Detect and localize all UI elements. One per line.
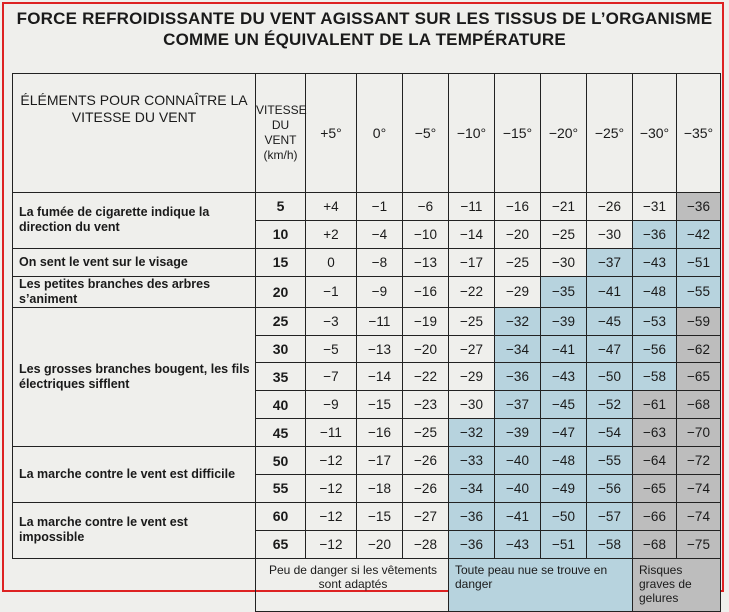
temperature-equivalent-cell: −29	[449, 363, 495, 391]
temperature-equivalent-cell: +4	[306, 193, 357, 221]
temperature-equivalent-cell: −22	[403, 363, 449, 391]
temperature-equivalent-cell: −9	[357, 276, 403, 307]
temperature-header: 0°	[357, 74, 403, 193]
wind-chill-table	[12, 73, 721, 612]
legend-freeze: Toute peau nue se trouve en danger	[449, 558, 633, 611]
wind-speed-cell: 25	[256, 307, 306, 335]
temperature-equivalent-cell: −50	[541, 502, 587, 530]
temperature-equivalent-cell: −12	[306, 530, 357, 558]
wind-speed-cell: 10	[256, 220, 306, 248]
temperature-equivalent-cell: −20	[403, 335, 449, 363]
temperature-equivalent-cell: −25	[495, 248, 541, 276]
temperature-equivalent-cell: −12	[306, 502, 357, 530]
wind-indicator-label: On sent le vent sur le visage	[13, 248, 256, 276]
legend-row	[13, 558, 721, 611]
temperature-equivalent-cell: −42	[677, 220, 721, 248]
temperature-equivalent-cell: −3	[306, 307, 357, 335]
wind-speed-cell: 15	[256, 248, 306, 276]
temperature-equivalent-cell: −1	[306, 276, 357, 307]
temperature-equivalent-cell: −17	[357, 447, 403, 475]
temperature-equivalent-cell: −32	[495, 307, 541, 335]
temperature-equivalent-cell: −41	[495, 502, 541, 530]
temperature-equivalent-cell: −11	[306, 419, 357, 447]
page-title	[0, 8, 729, 50]
temperature-equivalent-cell: −17	[449, 248, 495, 276]
temperature-equivalent-cell: −25	[541, 220, 587, 248]
temperature-equivalent-cell: −54	[587, 419, 633, 447]
wind-indicator-label: Les petites branches des arbres s’animent	[13, 276, 256, 307]
temperature-equivalent-cell: −37	[495, 391, 541, 419]
temperature-equivalent-cell: −47	[541, 419, 587, 447]
temperature-equivalent-cell: −11	[449, 193, 495, 221]
temperature-equivalent-cell: −47	[587, 335, 633, 363]
temperature-header: −10°	[449, 74, 495, 193]
temperature-equivalent-cell: −6	[403, 193, 449, 221]
temperature-equivalent-cell: −36	[449, 502, 495, 530]
temperature-equivalent-cell: −43	[541, 363, 587, 391]
table-row	[13, 248, 721, 276]
table-body	[13, 193, 721, 559]
wind-speed-cell: 45	[256, 419, 306, 447]
temperature-equivalent-cell: −16	[403, 276, 449, 307]
temperature-equivalent-cell: −56	[587, 475, 633, 503]
wind-speed-cell: 55	[256, 475, 306, 503]
temperature-equivalent-cell: −19	[403, 307, 449, 335]
temperature-equivalent-cell: +2	[306, 220, 357, 248]
temperature-equivalent-cell: −23	[403, 391, 449, 419]
temperature-header: −35°	[677, 74, 721, 193]
temperature-equivalent-cell: −30	[541, 248, 587, 276]
temperature-equivalent-cell: −36	[633, 220, 677, 248]
wind-speed-cell: 20	[256, 276, 306, 307]
temperature-equivalent-cell: −26	[403, 447, 449, 475]
temperature-equivalent-cell: −68	[677, 391, 721, 419]
temperature-equivalent-cell: −4	[357, 220, 403, 248]
temperature-equivalent-cell: −25	[449, 307, 495, 335]
temperature-equivalent-cell: −11	[357, 307, 403, 335]
temperature-equivalent-cell: −59	[677, 307, 721, 335]
temperature-equivalent-cell: −53	[633, 307, 677, 335]
temperature-equivalent-cell: −39	[495, 419, 541, 447]
temperature-equivalent-cell: −21	[541, 193, 587, 221]
temperature-equivalent-cell: −41	[587, 276, 633, 307]
temperature-equivalent-cell: −36	[449, 530, 495, 558]
temperature-equivalent-cell: −45	[587, 307, 633, 335]
temperature-equivalent-cell: −9	[306, 391, 357, 419]
temperature-equivalent-cell: −18	[357, 475, 403, 503]
wind-speed-cell: 60	[256, 502, 306, 530]
temperature-equivalent-cell: −31	[633, 193, 677, 221]
title-line-2: COMME UN ÉQUIVALENT DE LA TEMPÉRATURE	[163, 30, 566, 49]
temperature-equivalent-cell: −57	[587, 502, 633, 530]
temperature-equivalent-cell: −48	[633, 276, 677, 307]
temperature-equivalent-cell: −1	[357, 193, 403, 221]
temperature-equivalent-cell: −8	[357, 248, 403, 276]
wind-indicator-label: Les grosses branches bougent, les fils électriques sifflent	[13, 307, 256, 446]
temperature-equivalent-cell: −25	[403, 419, 449, 447]
temperature-equivalent-cell: −66	[633, 502, 677, 530]
wind-indicator-label: La marche contre le vent est difficile	[13, 447, 256, 503]
temperature-equivalent-cell: −70	[677, 419, 721, 447]
temperature-equivalent-cell: −29	[495, 276, 541, 307]
temperature-equivalent-cell: −12	[306, 475, 357, 503]
temperature-equivalent-cell: −72	[677, 447, 721, 475]
temperature-equivalent-cell: −26	[587, 193, 633, 221]
temperature-equivalent-cell: −40	[495, 475, 541, 503]
temperature-equivalent-cell: −74	[677, 475, 721, 503]
wind-speed-cell: 40	[256, 391, 306, 419]
temperature-equivalent-cell: −30	[587, 220, 633, 248]
temperature-equivalent-cell: −20	[495, 220, 541, 248]
temperature-equivalent-cell: −48	[541, 447, 587, 475]
speed-header: VITESSE DU VENT (km/h)	[256, 74, 306, 193]
temperature-equivalent-cell: −5	[306, 335, 357, 363]
temperature-equivalent-cell: −16	[357, 419, 403, 447]
elements-header: ÉLÉMENTS POUR CONNAÎTRE LA VITESSE DU VENT	[13, 74, 256, 193]
temperature-equivalent-cell: −75	[677, 530, 721, 558]
temperature-equivalent-cell: −50	[587, 363, 633, 391]
wind-speed-cell: 30	[256, 335, 306, 363]
temperature-equivalent-cell: −13	[357, 335, 403, 363]
wind-indicator-label: La marche contre le vent est impossible	[13, 502, 256, 558]
temperature-equivalent-cell: −45	[541, 391, 587, 419]
temperature-equivalent-cell: −15	[357, 391, 403, 419]
temperature-equivalent-cell: −74	[677, 502, 721, 530]
wind-speed-cell: 5	[256, 193, 306, 221]
temperature-equivalent-cell: −64	[633, 447, 677, 475]
temperature-equivalent-cell: −34	[449, 475, 495, 503]
temperature-equivalent-cell: −20	[357, 530, 403, 558]
temperature-equivalent-cell: 0	[306, 248, 357, 276]
temperature-equivalent-cell: −51	[541, 530, 587, 558]
temperature-equivalent-cell: −36	[495, 363, 541, 391]
temperature-header: −30°	[633, 74, 677, 193]
temperature-equivalent-cell: −58	[587, 530, 633, 558]
temperature-equivalent-cell: −55	[587, 447, 633, 475]
temperature-header: −5°	[403, 74, 449, 193]
table-row	[13, 502, 721, 530]
table-row	[13, 307, 721, 335]
temperature-equivalent-cell: −30	[449, 391, 495, 419]
temperature-header: +5°	[306, 74, 357, 193]
header-row	[13, 74, 721, 193]
temperature-equivalent-cell: −39	[541, 307, 587, 335]
temperature-header: −25°	[587, 74, 633, 193]
wind-indicator-label: La fumée de cigarette indique la direction du vent	[13, 193, 256, 249]
temperature-equivalent-cell: −56	[633, 335, 677, 363]
temperature-equivalent-cell: −65	[633, 475, 677, 503]
legend-spacer	[13, 558, 256, 611]
temperature-equivalent-cell: −36	[677, 193, 721, 221]
temperature-equivalent-cell: −10	[403, 220, 449, 248]
table-row	[13, 447, 721, 475]
table-row	[13, 193, 721, 221]
temperature-equivalent-cell: −12	[306, 447, 357, 475]
temperature-equivalent-cell: −37	[587, 248, 633, 276]
legend-severe: Risques graves de gelures	[633, 558, 721, 611]
temperature-equivalent-cell: −43	[633, 248, 677, 276]
wind-speed-cell: 65	[256, 530, 306, 558]
temperature-equivalent-cell: −32	[449, 419, 495, 447]
temperature-equivalent-cell: −58	[633, 363, 677, 391]
temperature-equivalent-cell: −35	[541, 276, 587, 307]
temperature-equivalent-cell: −26	[403, 475, 449, 503]
temperature-equivalent-cell: −52	[587, 391, 633, 419]
legend-safe: Peu de danger si les vêtements sont adaptés	[256, 558, 449, 611]
table-row	[13, 276, 721, 307]
temperature-equivalent-cell: −63	[633, 419, 677, 447]
temperature-equivalent-cell: −51	[677, 248, 721, 276]
temperature-equivalent-cell: −61	[633, 391, 677, 419]
wind-speed-cell: 35	[256, 363, 306, 391]
temperature-equivalent-cell: −28	[403, 530, 449, 558]
temperature-equivalent-cell: −14	[449, 220, 495, 248]
temperature-equivalent-cell: −7	[306, 363, 357, 391]
temperature-equivalent-cell: −27	[449, 335, 495, 363]
wind-speed-cell: 50	[256, 447, 306, 475]
temperature-equivalent-cell: −33	[449, 447, 495, 475]
title-line-1: FORCE REFROIDISSANTE DU VENT AGISSANT SUR LES TISSUS DE L’ORGANISME	[16, 9, 713, 28]
temperature-equivalent-cell: −65	[677, 363, 721, 391]
temperature-equivalent-cell: −27	[403, 502, 449, 530]
temperature-header: −15°	[495, 74, 541, 193]
temperature-equivalent-cell: −68	[633, 530, 677, 558]
temperature-equivalent-cell: −22	[449, 276, 495, 307]
temperature-equivalent-cell: −14	[357, 363, 403, 391]
temperature-equivalent-cell: −13	[403, 248, 449, 276]
temperature-equivalent-cell: −40	[495, 447, 541, 475]
temperature-equivalent-cell: −34	[495, 335, 541, 363]
temperature-equivalent-cell: −15	[357, 502, 403, 530]
temperature-equivalent-cell: −41	[541, 335, 587, 363]
temperature-equivalent-cell: −55	[677, 276, 721, 307]
temperature-equivalent-cell: −62	[677, 335, 721, 363]
temperature-header: −20°	[541, 74, 587, 193]
temperature-equivalent-cell: −49	[541, 475, 587, 503]
temperature-equivalent-cell: −43	[495, 530, 541, 558]
temperature-equivalent-cell: −16	[495, 193, 541, 221]
